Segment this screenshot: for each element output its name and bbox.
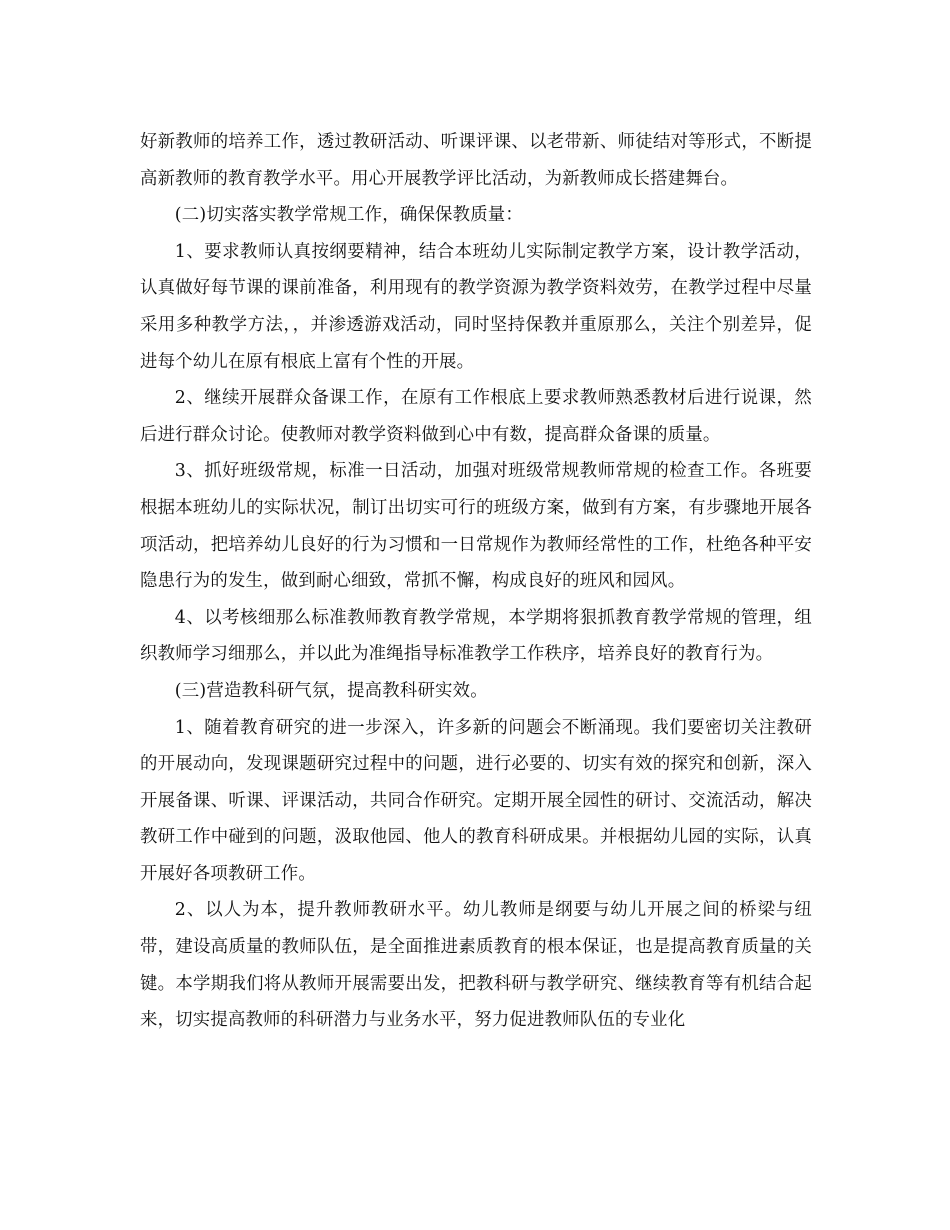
paragraph-item-2: 2、继续开展群众备课工作，在原有工作根底上要求教师熟悉教材后进行说课，然后进行群众讨论。使教师对教学资料做到心中有数，提高群众备课的质量。 <box>140 388 812 445</box>
section-heading-3: (三)营造教科研气氛，提高教科研实效。 <box>174 680 488 701</box>
document-body <box>140 124 812 1039</box>
paragraph-item-3: 3、抓好班级常规，标准一日活动，加强对班级常规教师常规的检查工作。各班要根据本班幼儿的实际状况，制订出切实可行的班级方案，做到有方案，有步骤地开展各项活动，把培养幼儿良好的行为习惯和一日常规作为教师经常性的工作，杜绝各种平安隐患行为的发生，做到耐心细致，常抓不懈，构成良好的班风和园风。 <box>140 461 812 592</box>
paragraph-research-1: 1、随着教育研究的进一步深入，许多新的问题会不断涌现。我们要密切关注教研的开展动向，发现课题研究过程中的问题，进行必要的、切实有效的探究和创新，深入开展备课、听课、评课活动，共同合作研究。定期开展全园性的研讨、交流活动，解决教研工作中碰到的问题，汲取他园、他人的教育科研成果。并根据幼儿园的实际，认真开展好各项教研工作。 <box>140 717 812 884</box>
paragraph-item-4: 4、以考核细那么标准教师教育教学常规，本学期将狠抓教育教学常规的管理，组织教师学习细那么，并以此为准绳指导标准教学工作秩序，培养良好的教育行为。 <box>140 607 812 665</box>
paragraph-continuation: 好新教师的培养工作，透过教研活动、听课评课、以老带新、师徒结对等形式，不断提高新教师的教育教学水平。用心开展教学评比活动，为新教师成长搭建舞台。 <box>140 132 812 189</box>
section-heading-2: (二)切实落实教学常规工作，确保保教质量： <box>174 205 523 226</box>
paragraph-item-1: 1、要求教师认真按纲要精神，结合本班幼儿实际制定教学方案，设计教学活动，认真做好每节课的课前准备，利用现有的教学资源为教学资料效劳，在教学过程中尽量采用多种教学方法，，并渗透游戏活动，同时坚持保教并重原那么，关注个别差异，促进每个幼儿在原有根底上富有个性的开展。 <box>140 241 812 372</box>
paragraph-research-2: 2、以人为本，提升教师教研水平。幼儿教师是纲要与幼儿开展之间的桥梁与纽带，建设高质量的教师队伍，是全面推进素质教育的根本保证，也是提高教育质量的关键。本学期我们将从教师开展需要出发，把教科研与教学研究、继续教育等有机结合起来，切实提高教师的科研潜力与业务水平，努力促进教师队伍的专业化 <box>140 900 812 1031</box>
